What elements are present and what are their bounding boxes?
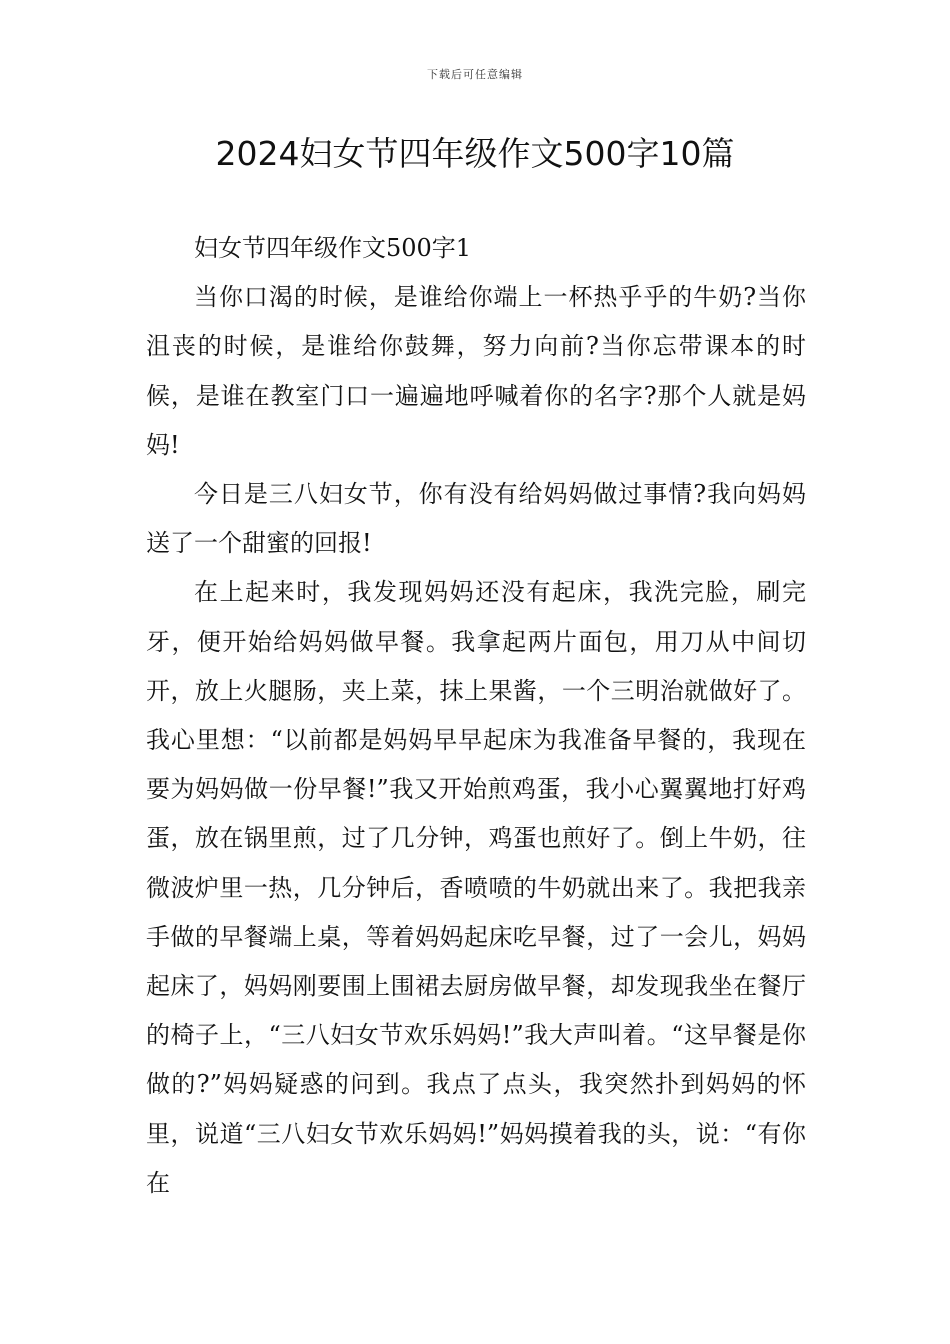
- paragraph-2: 今日是三八妇女节，你有没有给妈妈做过事情?我向妈妈送了一个甜蜜的回报!: [146, 480, 806, 558]
- paragraph-1: 当你口渴的时候，是谁给你端上一杯热乎乎的牛奶?当你沮丧的时候，是谁给你鼓舞，努力向前?当你忘带课本的时候，是谁在教室门口一遍遍地呼喊着你的名字?那个人就是妈妈!: [146, 283, 806, 459]
- document-title: 2024妇女节四年级作文500字10篇: [215, 134, 735, 173]
- section-heading: 妇女节四年级作文500字1: [194, 234, 472, 262]
- paragraph-3: 在上起来时，我发现妈妈还没有起床，我洗完脸，刷完牙，便开始给妈妈做早餐。我拿起两片面包，用刀从中间切开，放上火腿肠，夹上菜，抹上果酱，一个三明治就做好了。我心里想：“以前都是妈妈早早起床为我准备早餐的，我现在要为妈妈做一份早餐!”我又开始煎鸡蛋，我小心翼翼地打好鸡蛋，放在锅里煎，过了几分钟，鸡蛋也煎好了。倒上牛奶，往微波炉里一热，几分钟后，香喷喷的牛奶就出来了。我把我亲手做的早餐端上桌，等着妈妈起床吃早餐，过了一会儿，妈妈起床了，妈妈刚要围上围裙去厨房做早餐，却发现我坐在餐厅的椅子上，“三八妇女节欢乐妈妈!”我大声叫着。“这早餐是你做的?”妈妈疑惑的问到。我点了点头，我突然扑到妈妈的怀里，说道“三八妇女节欢乐妈妈!”妈妈摸着我的头，说：“有你在: [146, 578, 806, 1197]
- document-body: [146, 224, 806, 1208]
- header-note: 下载后可任意编辑: [427, 68, 523, 81]
